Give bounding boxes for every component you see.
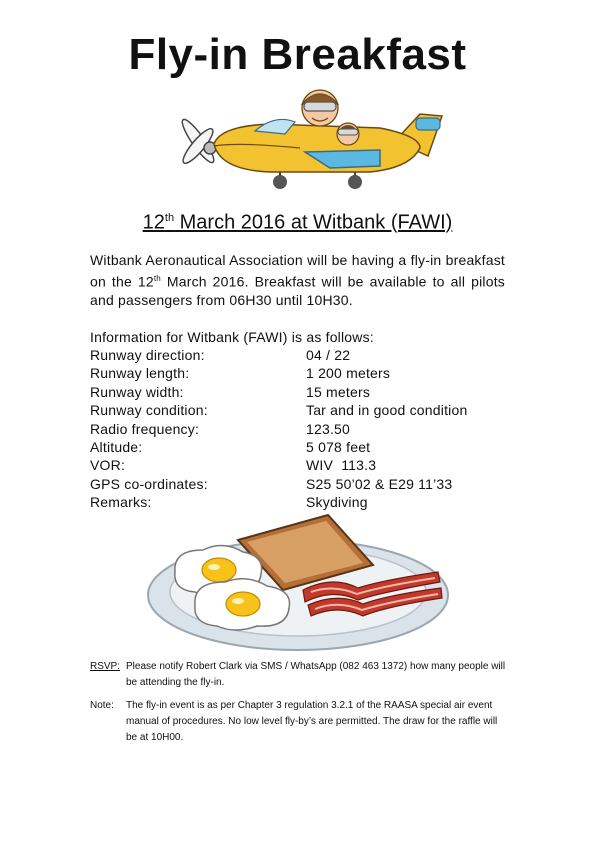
airplane-illustration <box>180 86 450 196</box>
info-row-remarks: Remarks: Skydiving <box>90 494 368 511</box>
event-date-heading: 12th March 2016 at Witbank (FAWI) <box>142 211 453 234</box>
intro-paragraph: Witbank Aeronautical Association will be having a fly-in breakfast on the 12th March 2016. Breakfast will be available to all pilots and passengers from 06H30 until 10H30. <box>90 252 505 308</box>
info-row-radio-frequency: Radio frequency: 123.50 <box>90 420 351 437</box>
rsvp-text: Please notify Robert Clark via SMS / WhatsApp (082 463 1372) how many people will be attending the fly-in. <box>126 661 506 688</box>
rsvp-label: RSVP: <box>90 661 121 672</box>
info-row-runway-condition: Runway condition: Tar and in good condition <box>90 402 468 419</box>
info-row-runway-length: Runway length: 1 200 meters <box>90 365 391 382</box>
info-row-runway-width: Runway width: 15 meters <box>90 383 371 400</box>
breakfast-plate-illustration <box>143 510 453 655</box>
page-title: Fly-in Breakfast <box>128 30 467 79</box>
notes-section <box>90 659 510 753</box>
note-text: The fly-in event is as per Chapter 3 regulation 3.2.1 of the RAASA special air event manual of procedures. No low level fly-by’s are permitted. The draw for the raffle will be at 10H00. <box>126 700 498 743</box>
info-heading: Information for Witbank (FAWI) is as follows: <box>90 329 374 345</box>
rsvp-note <box>90 659 510 691</box>
info-row-altitude: Altitude: 5 078 feet <box>90 438 371 455</box>
info-row-vor: VOR: WIV 113.3 <box>90 457 377 474</box>
note-label: Note: <box>90 700 114 711</box>
event-note <box>90 698 510 746</box>
info-row-runway-direction: Runway direction: 04 / 22 <box>90 347 351 363</box>
airfield-info-table <box>90 346 510 512</box>
info-row-gps: GPS co-ordinates: S25 50’02 & E29 11’33 <box>90 475 453 492</box>
